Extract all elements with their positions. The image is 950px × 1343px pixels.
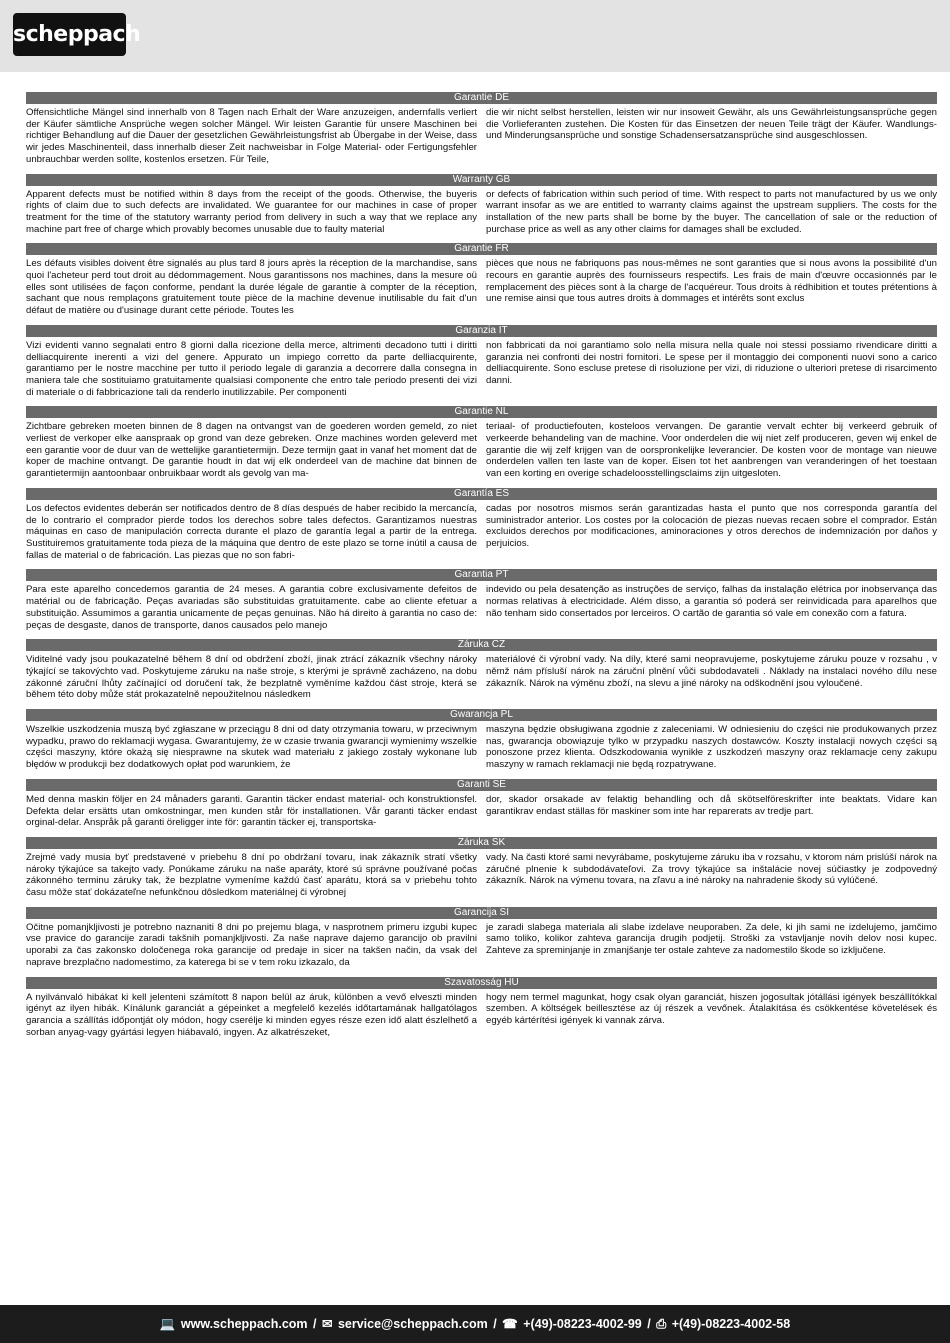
section-text-left: Med denna maskin följer en 24 månaders garanti. Garantin täcker endast material- och konstruktionsfel. Defekta delar ersätts utan omkostningar, men kunden står för installationen. Vår garanti täcker endast orginal-delar. Anspråk på garanti öreligger inte för: garantin täcker ej, transportska- — [26, 793, 477, 829]
section-text-right: or defects of fabrication within such period of time. With respect to parts not manufactured by us we only warrant insofar as we are entitled to warranty claims against the upstream suppliers. The costs for the installation of the new parts shall be borne by the buyer. The cancellation of sale or the reduction of purchase price as well as any other claims for damages shall be excluded. — [486, 188, 937, 235]
footer-separator: / — [647, 1317, 651, 1331]
section-title: Garantie NL — [26, 406, 937, 418]
section-text-right: cadas por nosotros mismos serán garantizadas hasta el punto que nos corresponda garantía del suministrador anterior. Los costes por la colocación de piezas nuevas recaen sobre el comprador. Están excluidos derechos por modificaciones, aminoraciones y otros derechos de indemnización por daños y perjuicios. — [486, 502, 937, 549]
section-text-left: Zichtbare gebreken moeten binnen de 8 dagen na ontvangst van de goederen worden gemeld, zo niet verliest de verkoper elke aanspraak op grond van deze gebreken. Onze machines worden geleverd met een garantie voor de duur van de wettelijke garantietermijn. Deze termijn gaat in vanaf het moment dat de koper de machine ontvangt. De garantie houdt in dat wij elk onderdeel van de machine dat binnen de garantietermijn aantoonbaar onbruikbaar wordt als gevolg van ma- — [26, 421, 477, 480]
fax-icon: ⎙ — [656, 1317, 667, 1331]
telephone-icon: ☎ — [502, 1317, 518, 1331]
warranty-section — [26, 709, 937, 771]
section-text-left: A nyilvánvaló hibákat ki kell jelenteni számított 8 napon belül az áruk, különben a vevő elveszti minden igényt az ilyen hibák. Kínálunk garanciát a gépeinket a megfelelő kezelés időtartamának hallgatólagos garancia a szállítás időpontját oly módon, hogy cserélje ki minden egyes része ezen idő alatt észlelhető a sorban anyag-vagy gyártási legyen hiábavaló, ingyen. Az alkatrészeket, — [26, 991, 477, 1038]
section-text-right: maszyna będzie obsługiwana zgodnie z zaleceniami. W odniesieniu do części nie produkowanych przez nas, gwarancja obowiązuje tylko w przypadku naszych dostawców. Koszty instalacji nowych części są ponoszone przez klienta. Odszkodowania wynikłe z uszkodzeń maszyny oraz reklamacje ceny zakupu maszyny w ramach reklamacji nie będą rozpatrywane. — [486, 724, 937, 771]
section-text-left: Les défauts visibles doivent être signalés au plus tard 8 jours après la réception de la marchandise, sans quoi l'acheteur perd tout droit au dédommagement. Nous garantissons nos machines, dans la mesure oü elles sont utilisées de façon conforme, pendant la durée légale de garantie à compter de la réception, sachant que nous remplaçons gratuitement toute pièce de la machine devenue inutilisable du fait d'un défaut de matière ou d'usinage durant cette période. Toutes les — [26, 258, 477, 317]
section-text-right: die wir nicht selbst herstellen, leisten wir nur insoweit Gewähr, als uns Gewährleistungsansprüche gegen die Vorlieferanten zustehen. Die Kosten für das Einsetzen der neuen Teile trägt der Käufer. Wandlungs- und Minderungsansprüche und sonstige Schadensersatzansprüche sind ausgeschlossen. — [486, 107, 937, 142]
warranty-section — [26, 779, 937, 829]
section-title: Gwarancja PL — [26, 709, 937, 721]
section-text-left: Offensichtliche Mängel sind innerhalb von 8 Tagen nach Erhalt der Ware anzuzeigen, andernfalls verliert der Käufer sämtliche Ansprüche wegen solcher Mängel. Wir leisten Garantie für unsere Maschinen bei richtiger Behandlung auf die Dauer der gesetzlichen Gewährleistungsfrist ab Übergabe in der Weise, dass wir jedes Maschinenteil, dass innerhalb dieser Zeit nachweisbar in Folge Material- oder Fertigungsfehler unbrauchbar werden sollte, kostenlos ersetzen. Für Teile, — [26, 107, 477, 165]
warranty-section — [26, 569, 937, 631]
section-text-right: pièces que nous ne fabriquons pas nous-mêmes ne sont garanties que si nous avons la possibilité d'un recours en garantie auprès des fournisseurs respectifs. Les frais de main d'œuvre occasionnés par le remplacement des pièces sont à la charge de l'acquéreur. Tous droits à rédhibition et toutes prétentions à une remise ainsi que tous autres droits à dommages et intérêts sont exclus — [486, 258, 937, 305]
section-text-right: indevido ou pela desatenção as instruções de serviço, falhas da instalação elétrica por inobservança das normas relativas à electricidade. Além disso, a garantia só poderá ser reinvidicada para aparelhos que não tenham sido consertados por lerceiros. O cartão de garantia só vale em conexão com a fatura. — [486, 584, 937, 619]
section-text-right: materiálové či výrobní vady. Na díly, které sami neopravujeme, poskytujeme záruku pouze v rozsahu , v němž nám přísluší nárok na záruční plnění vůči subdodavateli . Náklady na instalaci nového dílu nese zákazník. Nárok na výměnu zboží, na slevu a jiné nároky na odškodnění jsou vyloučené. — [486, 654, 937, 689]
warranty-section — [26, 406, 937, 480]
scheppach-logo: scheppach — [13, 13, 126, 56]
warranty-section — [26, 488, 937, 562]
section-text-left: Apparent defects must be notified within 8 days from the receipt of the goods. Otherwise, the buyeris rights of claim due to such defects are invalidated. We guarantee for our machines in case of proper treatment for the time of the statutory warranty period from delivery in such a way that we replace any machine part free of charge which provably becomes unusable due to faulty material — [26, 188, 477, 235]
section-text-right: teriaal- of productiefouten, kosteloos vervangen. De garantie vervalt echter bij verkeerd gebruik of verkeerde behandeling van de machine. Voor onderdelen die wij niet zelf produceren, geven wij enkel de garantie die wij zelf krijgen van de oorspronkelijke leverancier. De kosten voor de montage van nieuwe onderdelen vallen ten laste van de koper. Eisen tot het aanbrengen van veranderingen of het toestaan van een korting en overige schadeloosstellingsclaims zijn uitgesloten. — [486, 421, 937, 480]
section-title: Garancija SI — [26, 907, 937, 919]
envelope-icon: ✉ — [321, 1317, 333, 1331]
footer-separator: / — [493, 1317, 497, 1331]
warranty-content — [26, 92, 937, 1046]
section-text-right: non fabbricati da noi garantiamo solo nella misura nella quale noi stessi possiamo rivendicare diritti a garanzia nei confronti dei nostri fornitori. Le spese per il montaggio dei componenti nuovi sono a carico delliacquirente. Sono escluse pretese di risoluzione per vizi, di riduzione o ulteriori pretese di risarcimento danni. — [486, 339, 937, 386]
warranty-section — [26, 907, 937, 969]
section-title: Garantie DE — [26, 92, 937, 104]
section-text-left: Očitne pomanjkljivosti je potrebno naznaniti 8 dni po prejemu blaga, v nasprotnem primeru izgubi kupec vse pravice do garancije zaradi takšnih pomanjkljivosti. Za naše naprave dajemo garancijo ob pravilni uporabi za čas zakonsko določenega roka garancije od predaje in sicer na takšen način, da vsak del naprave brezplačno nadomestimo, za katerega bi se v tem roku izkazalo, da — [26, 921, 477, 968]
section-title: Záruka CZ — [26, 639, 937, 651]
footer-web[interactable]: www.scheppach.com — [180, 1317, 308, 1331]
section-title: Garantie FR — [26, 243, 937, 255]
footer-email[interactable]: service@scheppach.com — [337, 1317, 488, 1331]
footer — [0, 1305, 950, 1343]
warranty-section — [26, 977, 937, 1039]
section-title: Záruka SK — [26, 837, 937, 849]
section-title: Garanti SE — [26, 779, 937, 791]
section-text-left: Los defectos evidentes deberán ser notificados dentro de 8 días después de haber recibido la mercancía, de lo contrario el comprador pierde todos los derechos sobre tales defectos. Garantizamos nuestras máquinas en caso de manipulación correcta durante el plazo de garantía legal a partir de la entrega. Sustituiremos gratuitamente toda pieza de la máquina que dentro de este plazo se torne inútil a causa de fallas de material o de fabricación. Las piezas que no son fabri- — [26, 502, 477, 561]
warranty-section — [26, 92, 937, 166]
section-text-left: Zrejmé vady musia byť predstavené v priebehu 8 dní po obdržaní tovaru, inak zákazník stratí všetky nároky týkajúce sa takejto vady. Ponúkame záruku na naše aparáty, ktoré sú správne používané počas zákonného terminu záruky tak, že bezplatne vymeníme každú časť aparátu, ktorá sa v priebehu tohto času môže stať dokázateľne nefunkčnou dôsledkom materiálnej či výrobnej — [26, 851, 477, 899]
warranty-section — [26, 325, 937, 399]
footer-fax: +(49)-08223-4002-58 — [671, 1317, 791, 1331]
warranty-section — [26, 639, 937, 701]
header — [0, 0, 950, 72]
warranty-section — [26, 174, 937, 236]
computer-icon: 💻 — [159, 1317, 176, 1331]
section-title: Garanzia IT — [26, 325, 937, 337]
section-text-right: je zaradi slabega materiala ali slabe izdelave neuporaben. Za dele, ki jih sami ne izdelujemo, jamčimo samo toliko, kolikor zahteva garancija drugih podjetij. Stroški za vstavljanje novih delov nosi kupec. Zahteve za spreminjanje in zmanjšanje ter ostale zahteve za nadomestilo škode so izključene. — [486, 921, 937, 957]
warranty-section — [26, 243, 937, 317]
warranty-section — [26, 837, 937, 899]
footer-phone: +(49)-08223-4002-99 — [523, 1317, 642, 1331]
section-text-left: Viditelné vady jsou poukazatelné během 8 dní od obdržení zboží, jinak ztrácí zákazník všechny nároky týkající se takovýchto vad. Poskytujeme záruku na naše stroje, s kterými je správně zacházeno, na dobu zákonné záruční lhůty začínající od doručení tak, že bezplatně vyměníme každou část stroje, která se během této doby může stát prokazatelně nepoužitelnou následkem — [26, 654, 477, 701]
footer-separator: / — [313, 1317, 317, 1331]
section-title: Garantia PT — [26, 569, 937, 581]
section-text-right: vady. Na časti ktoré sami nevyrábame, poskytujeme záruku iba v rozsahu, v ktorom nám prislúší nárok na záručné plnenie k subdodávateľovi. Za trovy týkajúce sa inštalácie novej súčiastky je zodpovedný zákazník. Nárok na výmenu tovara, na zľavu a iné nároky na nahradenie škody sú vylúčené. — [486, 851, 937, 887]
section-text-left: Wszelkie uszkodzenia muszą być zgłaszane w przeciągu 8 dni od daty otrzymania towaru, w przeciwnym wypadku, prawo do reklamacji wygasa. Gwarantujemy, że w czasie trwania gwarancji wymienimy wszelkie części maszyny, które okażą się niesprawne na skutek wad materiału z jakiego zostały wykonane lub błędów w produkcji bez dodatkowych opłat pod warunkiem, że — [26, 724, 477, 771]
section-title: Szavatosság HU — [26, 977, 937, 989]
section-title: Garantía ES — [26, 488, 937, 500]
section-text-right: dor, skador orsakade av felaktig behandling och då skötselföreskrifter inte beaktats. Vidare kan garantikrav endast ställas för maskiner som inte har reparerats av tredje part. — [486, 793, 937, 817]
section-text-left: Para este aparelho concedemos garantia de 24 meses. A garantia cobre exclusivamente defeitos de matérial ou de fabricação. Peças avariadas são substituidas gratuitamente. cabe ao cliente efetuar a substituição. Assumimos a garantia unicamente de peças genuinas. Não há direito à garantia no caso de: peças de desgaste, danos de transporte, danos causados pelo manejo — [26, 584, 477, 631]
section-title: Warranty GB — [26, 174, 937, 186]
section-text-left: Vizi evidenti vanno segnalati entro 8 giorni dalla ricezione della merce, altrimenti decadono tutti i diritti delliacquirente inerenti a vizi del genere. Appurato un impiego corretto da parte delliacquirente, garantiamo per le nostre macchine per tutto il periodo legale di garanzia a decorrere dalla consegna in maniera tale che sostituiamo gratuitamente qualsiasi componente che entro tale periodo presenti dei vizi di materiale o di fabbricazione tali da renderlo inutilizzabile. Per componenti — [26, 339, 477, 398]
section-text-right: hogy nem termel magunkat, hogy csak olyan garanciát, hiszen jogosultak jótállási igények beszállítókkal szemben. A költségek beillesztése az új részek a vevőnek. Átalakítása és csökkentése követelések és egyéb kártérítési igények ki vannak zárva. — [486, 991, 937, 1026]
